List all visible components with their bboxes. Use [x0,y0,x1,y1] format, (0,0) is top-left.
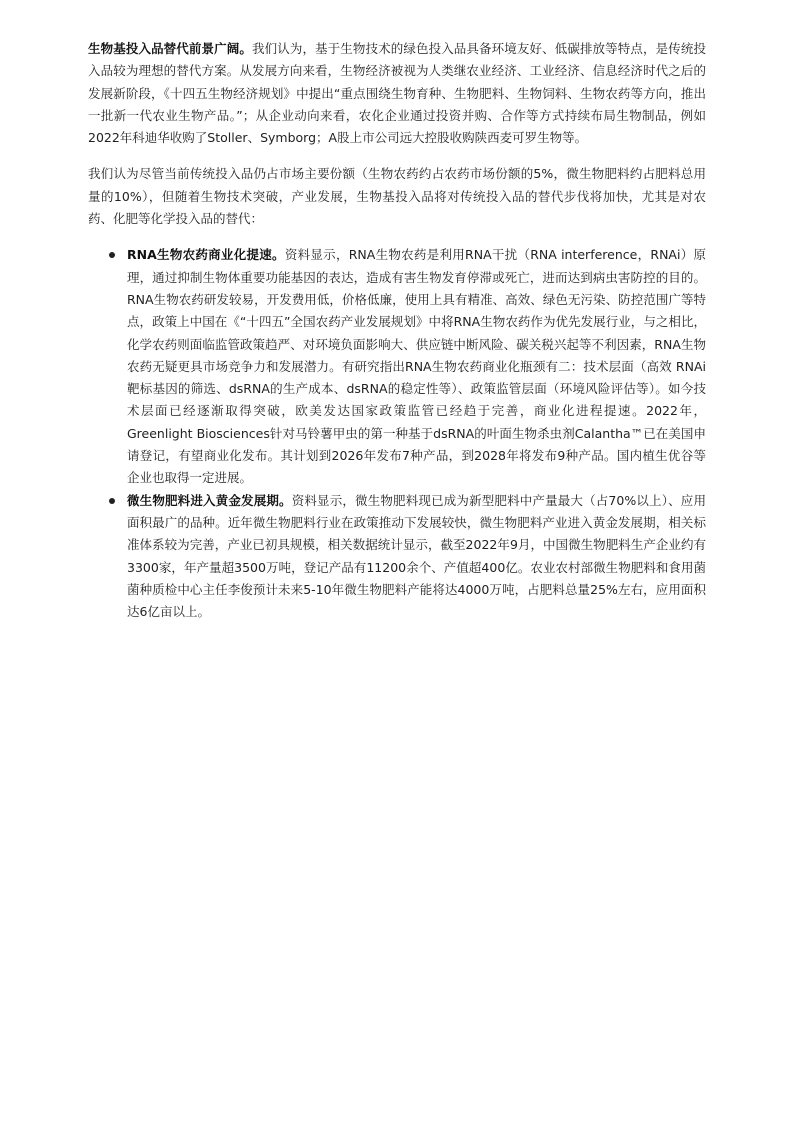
paragraph-substitution-outlook [88,38,706,149]
bullet-lead-heading: RNA生物农药商业化提速。 [127,247,285,263]
paragraph-lead-heading: 生物基投入品替代前景广阔。 [88,41,252,56]
paragraph-text: 我们认为，基于生物技术的绿色投入品具备环境友好、低碳排放等特点，是传统投入品较为理想的替代方案。从发展方向来看，生物经济被视为人类继农业经济、工业经济、信息经济时代之后的发展新阶段，《十四五生物经济规划》中提出“重点围绕生物育种、生物肥料、生物饲料、生物农药等方向，推出一批新一代农业生物产品。”；从企业动向来看，农化企业通过投资并购、合作等方式持续布局生物制品，例如2022年科迪华收购了Stoller、Symborg；A股上市公司远大控股收购陕西麦可罗生物等。 [88,41,706,146]
paragraph-text: 我们认为尽管当前传统投入品仍占市场主要份额（生物农药约占农药市场份额的5%，微生物肥料约占肥料总用量的10%），但随着生物技术突破，产业发展，生物基投入品将对传统投入品的替代步伐将加快，尤其是对农药、化肥等化学投入品的替代： [88,166,706,227]
bullet-text: 资料显示，微生物肥料现已成为新型肥料中产量最大（占70%以上）、应用面积最广的品种。近年微生物肥料行业在政策推动下发展较快，微生物肥料产业进入黄金发展期，相关标准体系较为完善，产业已初具规模，相关数据统计显示，截至2022年9月，中国微生物肥料生产企业约有3300家，年产量超3500万吨，登记产品有11200余个、产值超400亿。农业农村部微生物肥料和食用菌菌种质检中心主任李俊预计未来5-10年微生物肥料产能将达4000万吨，占肥料总量25%左右，应用面积达6亿亩以上。 [127,492,706,620]
document-body [88,38,706,623]
bullet-list [88,244,706,623]
bullet-text: 资料显示，RNA生物农药是利用RNA干扰（RNA interference，RNAi）原理，通过抑制生物体重要功能基因的表达，造成有害生物发育停滞或死亡，进而达到病虫害防控的目的。RNA生物农药研发较易，开发费用低，价格低廉，使用上具有精准、高效、绿色无污染、防控范围广等特点，政策上中国在《“十四五”全国农药产业发展规划》中将RNA生物农药作为优先发展行业，与之相比，化学农药则面临监管政策趋严、对环境负面影响大、供应链中断风险、碳关税兴起等不利因素，RNA生物农药无疑更具市场竞争力和发展潜力。有研究指出RNA生物农药商业化瓶颈有二：技术层面（高效 RNAi 靶标基因的筛选、dsRNA的生产成本、dsRNA的稳定性等）、政策监管层面（环境风险评估等）。如今技术层面已经逐渐取得突破，欧美发达国家政策监管已经趋于完善，商业化进程提速。2022年，Greenlight Biosciences针对马铃薯甲虫的第一种基于dsRNA的叶面生物杀虫剂Calantha™已在美国申请登记，有望商业化发布。其计划到2026年发布7种产品，到2028年将发布9种产品。国内植生优谷等企业也取得一定进展。 [127,247,706,486]
bullet-lead-heading: 微生物肥料进入黄金发展期。 [127,492,292,508]
paragraph-market-share [88,163,706,230]
list-item-rna-pesticide [127,244,706,489]
list-item-microbial-fertilizer [127,490,706,624]
